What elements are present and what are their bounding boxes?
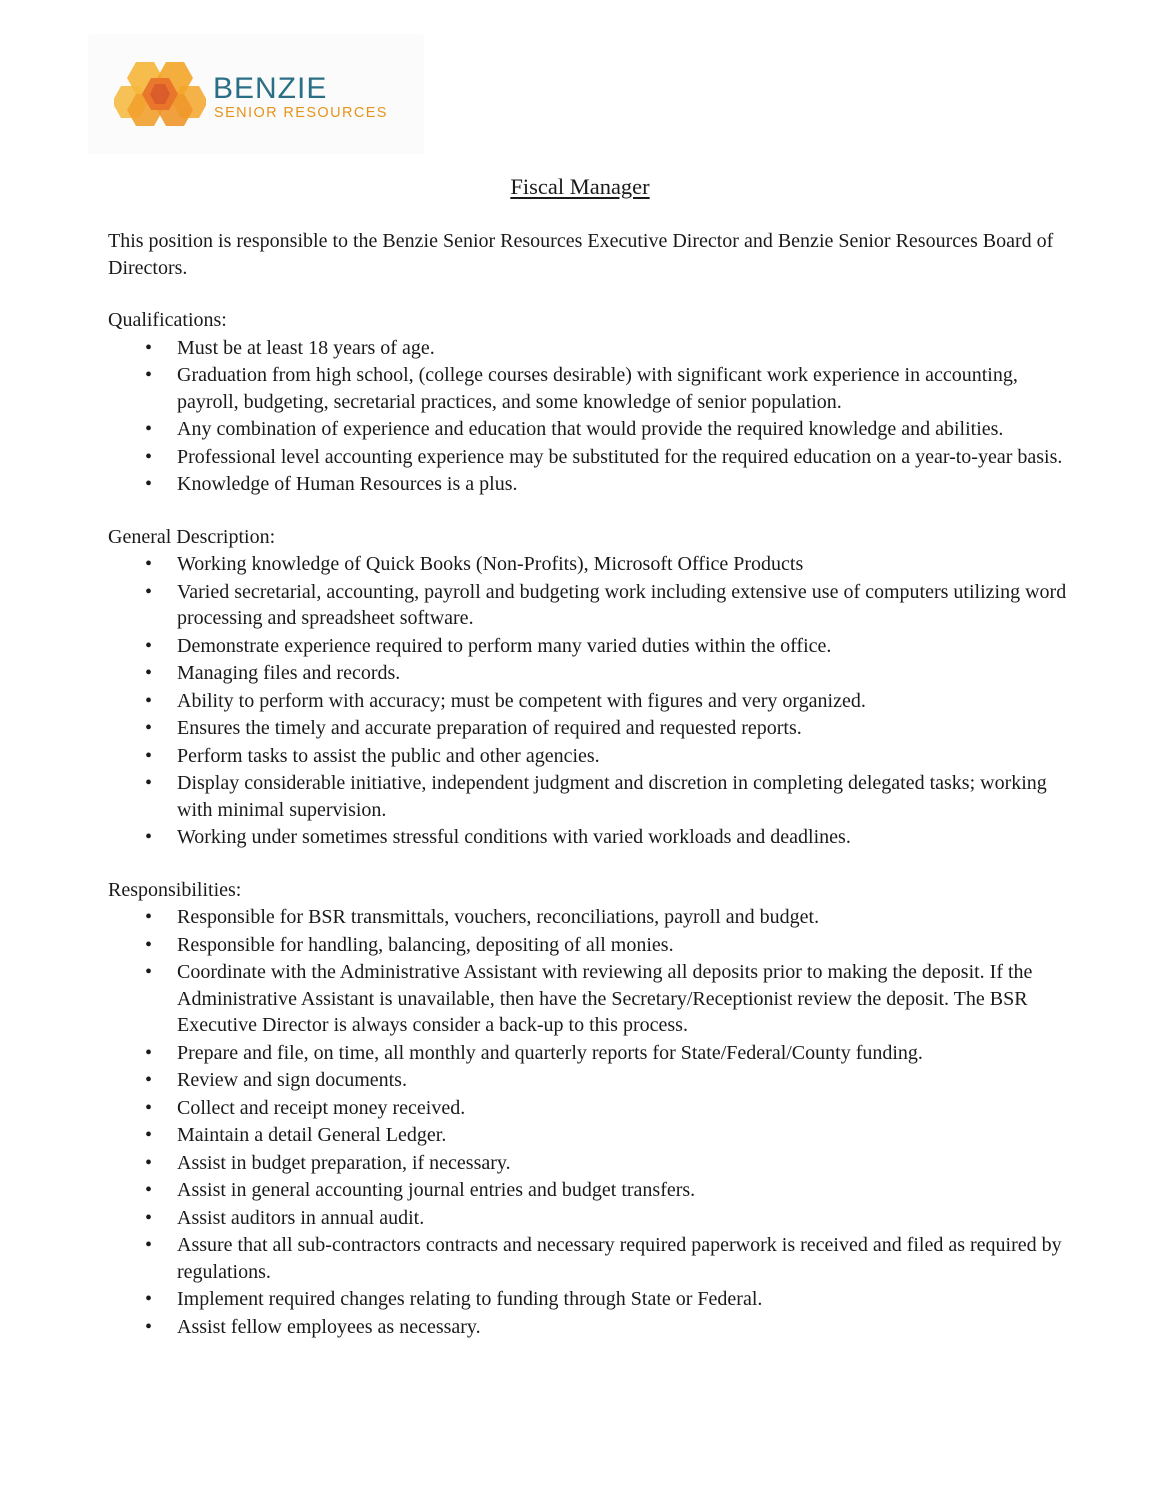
list-item: • Ensures the timely and accurate preparation of required and requested reports. [177, 715, 1068, 742]
responsibilities-section [108, 877, 1068, 1341]
list-item: • Coordinate with the Administrative Assistant with reviewing all deposits prior to making the deposit. If the Administrative Assistant is unavailable, then have the Secretary/Receptionist review the deposit. The BSR Executive Director is always consider a back-up to this process. [177, 959, 1068, 1039]
responsibilities-heading: Responsibilities: [108, 878, 242, 901]
list-item: • Collect and receipt money received. [177, 1095, 1068, 1122]
list-item: • Implement required changes relating to funding through State or Federal. [177, 1286, 1068, 1313]
general-description-section [108, 524, 1068, 851]
list-item: • Graduation from high school, (college courses desirable) with significant work experience in accounting, payroll, budgeting, secretarial practices, and some knowledge of senior population. [177, 362, 1068, 415]
list-item: • Responsible for handling, balancing, depositing of all monies. [177, 932, 1068, 959]
list-item: • Maintain a detail General Ledger. [177, 1122, 1068, 1149]
list-item: • Demonstrate experience required to perform many varied duties within the office. [177, 633, 1068, 660]
list-item: • Display considerable initiative, independent judgment and discretion in completing delegated tasks; working with minimal supervision. [177, 770, 1068, 823]
list-item: • Working knowledge of Quick Books (Non-Profits), Microsoft Office Products [177, 551, 1068, 578]
list-item: • Knowledge of Human Resources is a plus. [177, 471, 1068, 498]
list-item: • Any combination of experience and education that would provide the required knowledge and abilities. [177, 416, 1068, 443]
benzie-logo [88, 34, 424, 154]
responsibilities-list [108, 904, 1068, 1340]
list-item: • Assist in general accounting journal entries and budget transfers. [177, 1177, 1068, 1204]
intro-paragraph: This position is responsible to the Benzie Senior Resources Executive Director and Benzie Senior Resources Board of Directors. [108, 230, 1054, 279]
general-description-heading: General Description: [108, 525, 276, 548]
list-item: • Assure that all sub-contractors contracts and necessary required paperwork is received and filed as required by regulations. [177, 1232, 1068, 1285]
list-item: • Review and sign documents. [177, 1067, 1068, 1094]
qualifications-heading: Qualifications: [108, 309, 227, 331]
list-item: • Working under sometimes stressful conditions with varied workloads and deadlines. [177, 824, 1068, 851]
list-item: • Assist fellow employees as necessary. [177, 1314, 1068, 1341]
general-description-list [108, 551, 1068, 851]
list-item: • Prepare and file, on time, all monthly and quarterly reports for State/Federal/County funding. [177, 1040, 1068, 1067]
logo-wordmark: BENZIE [213, 72, 328, 105]
logo-tagline: SENIOR RESOURCES [214, 105, 388, 121]
list-item: • Varied secretarial, accounting, payroll and budgeting work including extensive use of computers utilizing word processing and spreadsheet software. [177, 579, 1068, 632]
list-item: • Responsible for BSR transmittals, vouchers, reconciliations, payroll and budget. [177, 904, 1068, 931]
list-item: • Ability to perform with accuracy; must be competent with figures and very organized. [177, 688, 1068, 715]
list-item: • Must be at least 18 years of age. [177, 335, 1068, 362]
list-item: • Assist in budget preparation, if necessary. [177, 1150, 1068, 1177]
list-item: • Professional level accounting experience may be substituted for the required education on a year-to-year basis. [177, 444, 1068, 471]
list-item: • Assist auditors in annual audit. [177, 1205, 1068, 1232]
page-title: Fiscal Manager [510, 174, 650, 199]
list-item: • Perform tasks to assist the public and other agencies. [177, 743, 1068, 770]
hexagon-cluster-icon [114, 56, 206, 132]
list-item: • Managing files and records. [177, 660, 1068, 687]
qualifications-list [108, 335, 1068, 498]
qualifications-section [108, 307, 1068, 498]
document-body [108, 228, 1068, 1340]
